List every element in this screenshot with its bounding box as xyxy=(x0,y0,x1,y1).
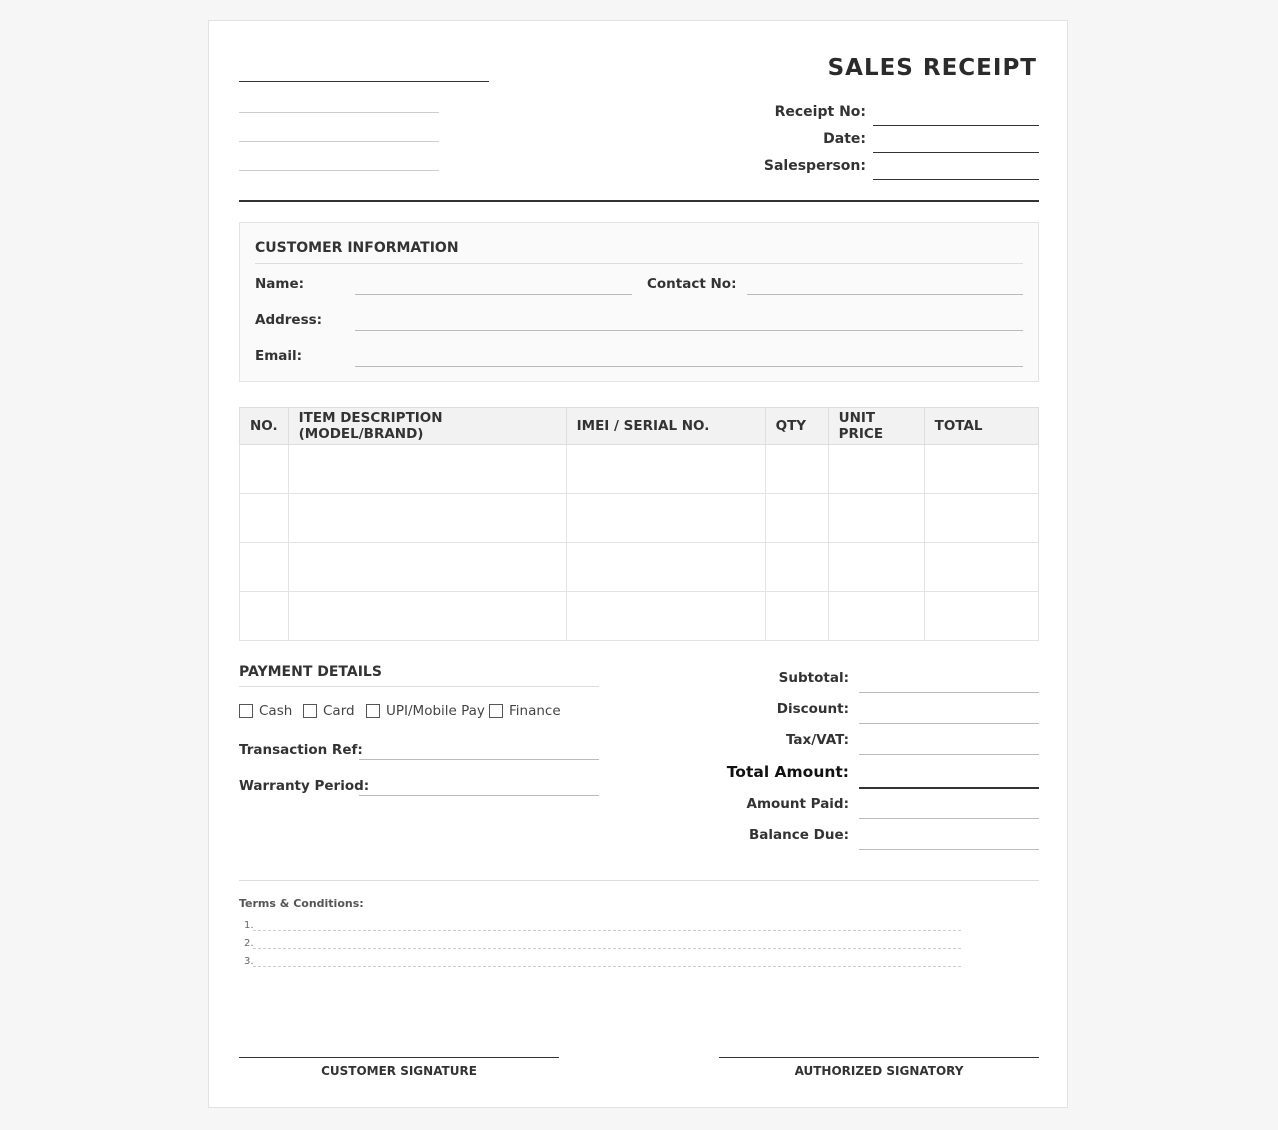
table-row xyxy=(240,543,1039,592)
business-address-line-2[interactable] xyxy=(239,141,439,142)
checkbox-icon[interactable] xyxy=(366,704,380,718)
col-serial: IMEI / SERIAL NO. xyxy=(566,408,765,445)
address-field[interactable] xyxy=(355,330,1023,331)
payment-option-label: Cash xyxy=(259,703,293,719)
payment-option-label: Finance xyxy=(509,703,561,719)
business-address-line-1[interactable] xyxy=(239,112,439,113)
cell-qty[interactable] xyxy=(765,592,828,641)
page-title: SALES RECEIPT xyxy=(827,55,1037,81)
checkbox-icon[interactable] xyxy=(489,704,503,718)
checkbox-icon[interactable] xyxy=(303,704,317,718)
table-row xyxy=(240,445,1039,494)
col-unit-price: UNIT PRICE xyxy=(828,408,924,445)
cell-serial[interactable] xyxy=(566,494,765,543)
warranty-label: Warranty Period: xyxy=(239,778,370,794)
payment-option-card[interactable] xyxy=(303,703,355,719)
customer-signature-line[interactable] xyxy=(239,1057,559,1058)
payment-option-upi[interactable] xyxy=(366,703,485,719)
payment-option-finance[interactable] xyxy=(489,703,561,719)
contact-label: Contact No: xyxy=(647,276,737,292)
authorized-signature-label: AUTHORIZED SIGNATORY xyxy=(794,1064,964,1078)
table-row xyxy=(240,494,1039,543)
cell-unit-price[interactable] xyxy=(828,494,924,543)
tax-label: Tax/VAT: xyxy=(785,732,849,748)
receipt-no-field[interactable] xyxy=(873,125,1039,126)
cell-qty[interactable] xyxy=(765,445,828,494)
cell-description[interactable] xyxy=(288,445,566,494)
discount-label: Discount: xyxy=(776,701,849,717)
payment-option-label: Card xyxy=(323,703,355,719)
transaction-ref-field[interactable] xyxy=(359,759,599,760)
col-description: ITEM DESCRIPTION (MODEL/BRAND) xyxy=(288,408,566,445)
payment-option-label: UPI/Mobile Pay xyxy=(386,703,485,719)
cell-total[interactable] xyxy=(924,445,1038,494)
salesperson-field[interactable] xyxy=(873,179,1039,180)
business-name-line[interactable] xyxy=(239,81,489,82)
payment-section-title: PAYMENT DETAILS xyxy=(239,664,382,680)
salesperson-label: Salesperson: xyxy=(763,158,866,174)
transaction-ref-label: Transaction Ref: xyxy=(239,742,363,758)
customer-title-underline xyxy=(255,263,1023,264)
receipt-sheet xyxy=(208,20,1068,1108)
balance-due-field[interactable] xyxy=(859,849,1039,850)
total-amount-field[interactable] xyxy=(859,787,1039,789)
cell-description[interactable] xyxy=(288,494,566,543)
term-number: 3. xyxy=(244,956,254,967)
cell-no[interactable] xyxy=(240,592,289,641)
name-field[interactable] xyxy=(355,294,632,295)
contact-field[interactable] xyxy=(747,294,1023,295)
term-line-1[interactable] xyxy=(253,930,961,931)
cell-total[interactable] xyxy=(924,543,1038,592)
balance-due-label: Balance Due: xyxy=(749,827,849,843)
cell-serial[interactable] xyxy=(566,445,765,494)
cell-description[interactable] xyxy=(288,592,566,641)
cell-no[interactable] xyxy=(240,445,289,494)
cell-total[interactable] xyxy=(924,592,1038,641)
customer-info-section xyxy=(239,222,1039,382)
address-label: Address: xyxy=(255,312,323,328)
cell-serial[interactable] xyxy=(566,592,765,641)
receipt-no-label: Receipt No: xyxy=(774,104,866,120)
items-header-row xyxy=(240,408,1039,445)
cell-no[interactable] xyxy=(240,494,289,543)
name-label: Name: xyxy=(255,276,305,292)
authorized-signature-line[interactable] xyxy=(719,1057,1039,1058)
items-table xyxy=(239,407,1039,641)
date-label: Date: xyxy=(823,131,866,147)
warranty-field[interactable] xyxy=(359,795,599,796)
amount-paid-label: Amount Paid: xyxy=(746,796,849,812)
term-line-3[interactable] xyxy=(253,966,961,967)
business-address-line-3[interactable] xyxy=(239,170,439,171)
term-line-2[interactable] xyxy=(253,948,961,949)
cell-total[interactable] xyxy=(924,494,1038,543)
cell-description[interactable] xyxy=(288,543,566,592)
total-amount-label: Total Amount: xyxy=(726,763,849,781)
tax-field[interactable] xyxy=(859,754,1039,755)
payment-option-cash[interactable] xyxy=(239,703,292,719)
cell-unit-price[interactable] xyxy=(828,543,924,592)
header-divider xyxy=(239,200,1039,202)
checkbox-icon[interactable] xyxy=(239,704,253,718)
email-field[interactable] xyxy=(355,366,1023,367)
date-field[interactable] xyxy=(873,152,1039,153)
customer-signature-label: CUSTOMER SIGNATURE xyxy=(321,1064,477,1078)
table-row xyxy=(240,592,1039,641)
cell-no[interactable] xyxy=(240,543,289,592)
col-no: NO. xyxy=(240,408,289,445)
cell-qty[interactable] xyxy=(765,543,828,592)
cell-unit-price[interactable] xyxy=(828,592,924,641)
cell-qty[interactable] xyxy=(765,494,828,543)
discount-field[interactable] xyxy=(859,723,1039,724)
terms-divider xyxy=(239,880,1039,881)
col-qty: QTY xyxy=(765,408,828,445)
cell-unit-price[interactable] xyxy=(828,445,924,494)
terms-title: Terms & Conditions: xyxy=(239,897,364,910)
customer-section-title: CUSTOMER INFORMATION xyxy=(255,240,459,256)
term-number: 2. xyxy=(244,938,254,949)
subtotal-label: Subtotal: xyxy=(778,670,849,686)
term-number: 1. xyxy=(244,920,254,931)
payment-title-underline xyxy=(239,686,599,687)
cell-serial[interactable] xyxy=(566,543,765,592)
subtotal-field[interactable] xyxy=(859,692,1039,693)
col-total: TOTAL xyxy=(924,408,1038,445)
email-label: Email: xyxy=(255,348,303,364)
amount-paid-field[interactable] xyxy=(859,818,1039,819)
